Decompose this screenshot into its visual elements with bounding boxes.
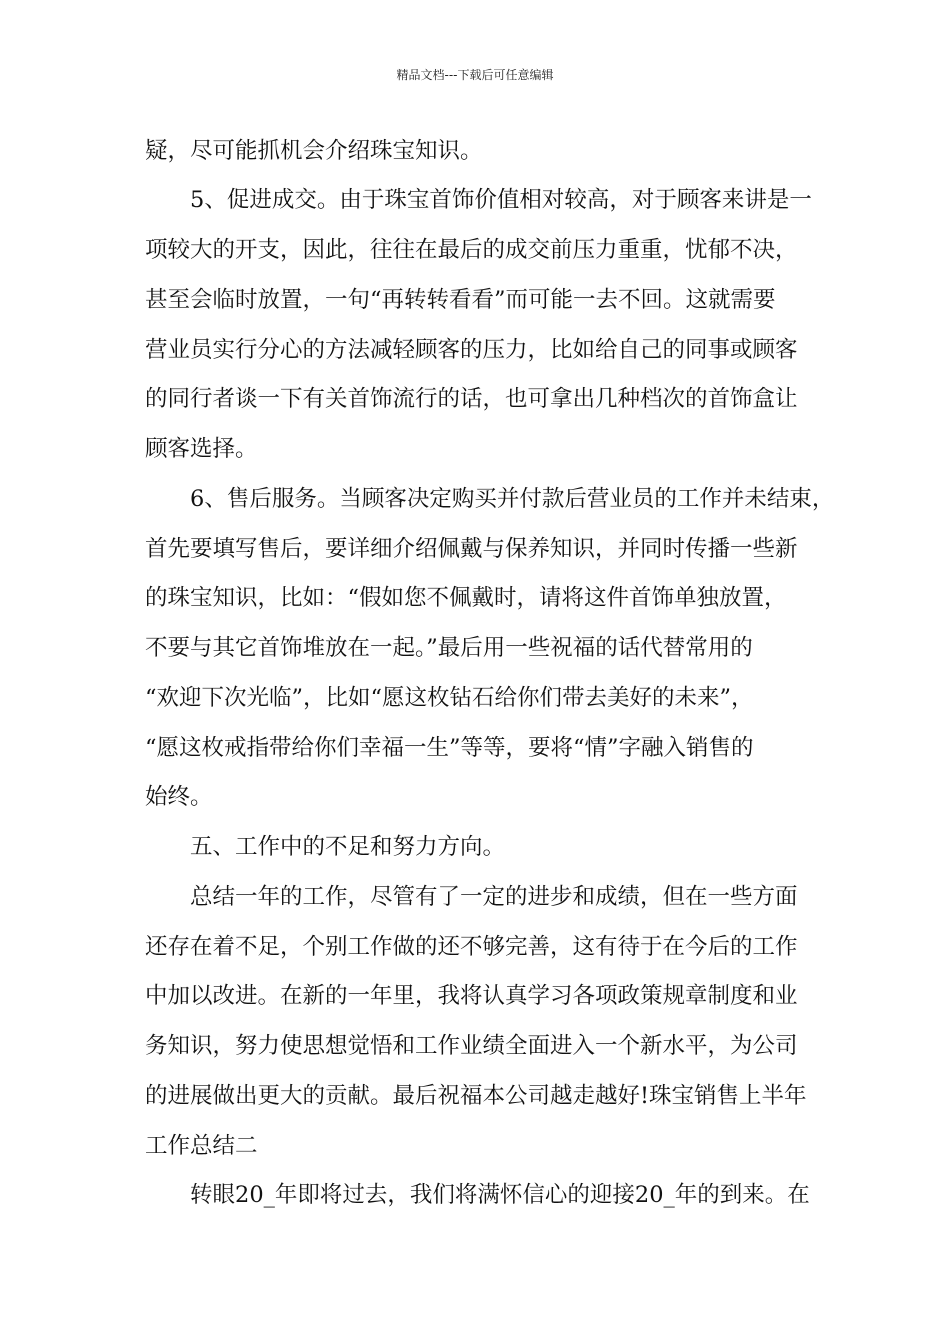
paragraph-line: 中加以改进。在新的一年里，我将认真学习各项政策规章制度和业: [145, 983, 798, 1009]
paragraph-line: “愿这枚戒指带给你们幸福一生”等等，要将“情”字融入销售的: [145, 735, 754, 761]
paragraph-line: 顾客选择。: [145, 436, 258, 462]
paragraph-line: 不要与其它首饰堆放在一起。”最后用一些祝福的话代替常用的: [145, 635, 753, 661]
paragraph-line: “欢迎下次光临”，比如“愿这枚钻石给你们带去美好的未来”，: [145, 685, 754, 711]
paragraph-line: 转眼20_年即将过去，我们将满怀信心的迎接20_年的到来。在: [145, 1182, 810, 1208]
paragraph-line: 的进展做出更大的贡献。最后祝福本公司越走越好!珠宝销售上半年: [145, 1083, 807, 1109]
paragraph-line: 的珠宝知识，比如：“假如您不佩戴时，请将这件首饰单独放置，: [145, 585, 787, 611]
paragraph-line: 始终。: [145, 784, 213, 810]
paragraph-line: 疑，尽可能抓机会介绍珠宝知识。: [145, 138, 483, 164]
paragraph-line: 还存在着不足，个别工作做的还不够完善，这有待于在今后的工作: [145, 934, 798, 960]
paragraph-line: 的同行者谈一下有关首饰流行的话，也可拿出几种档次的首饰盒让: [145, 386, 798, 412]
paragraph-line: 甚至会临时放置，一句“再转转看看”而可能一去不回。这就需要: [145, 287, 776, 313]
paragraph-line: 6、售后服务。当顾客决定购买并付款后营业员的工作并未结束，: [145, 486, 835, 512]
section-heading: 五、工作中的不足和努力方向。: [145, 834, 506, 860]
paragraph-line: 首先要填写售后，要详细介绍佩戴与保养知识，并同时传播一些新: [145, 536, 798, 562]
page-header: 精品文档---下载后可任意编辑: [396, 68, 554, 82]
paragraph-line: 总结一年的工作，尽管有了一定的进步和成绩，但在一些方面: [145, 884, 798, 910]
paragraph-line: 务知识，努力使思想觉悟和工作业绩全面进入一个新水平，为公司: [145, 1033, 798, 1059]
paragraph-line: 营业员实行分心的方法减轻顾客的压力，比如给自己的同事或顾客: [145, 337, 798, 363]
paragraph-line: 5、促进成交。由于珠宝首饰价值相对较高，对于顾客来讲是一: [145, 187, 812, 213]
paragraph-line: 工作总结二: [145, 1133, 258, 1159]
paragraph-line: 项较大的开支，因此，往往在最后的成交前压力重重，忧郁不决，: [145, 237, 798, 263]
